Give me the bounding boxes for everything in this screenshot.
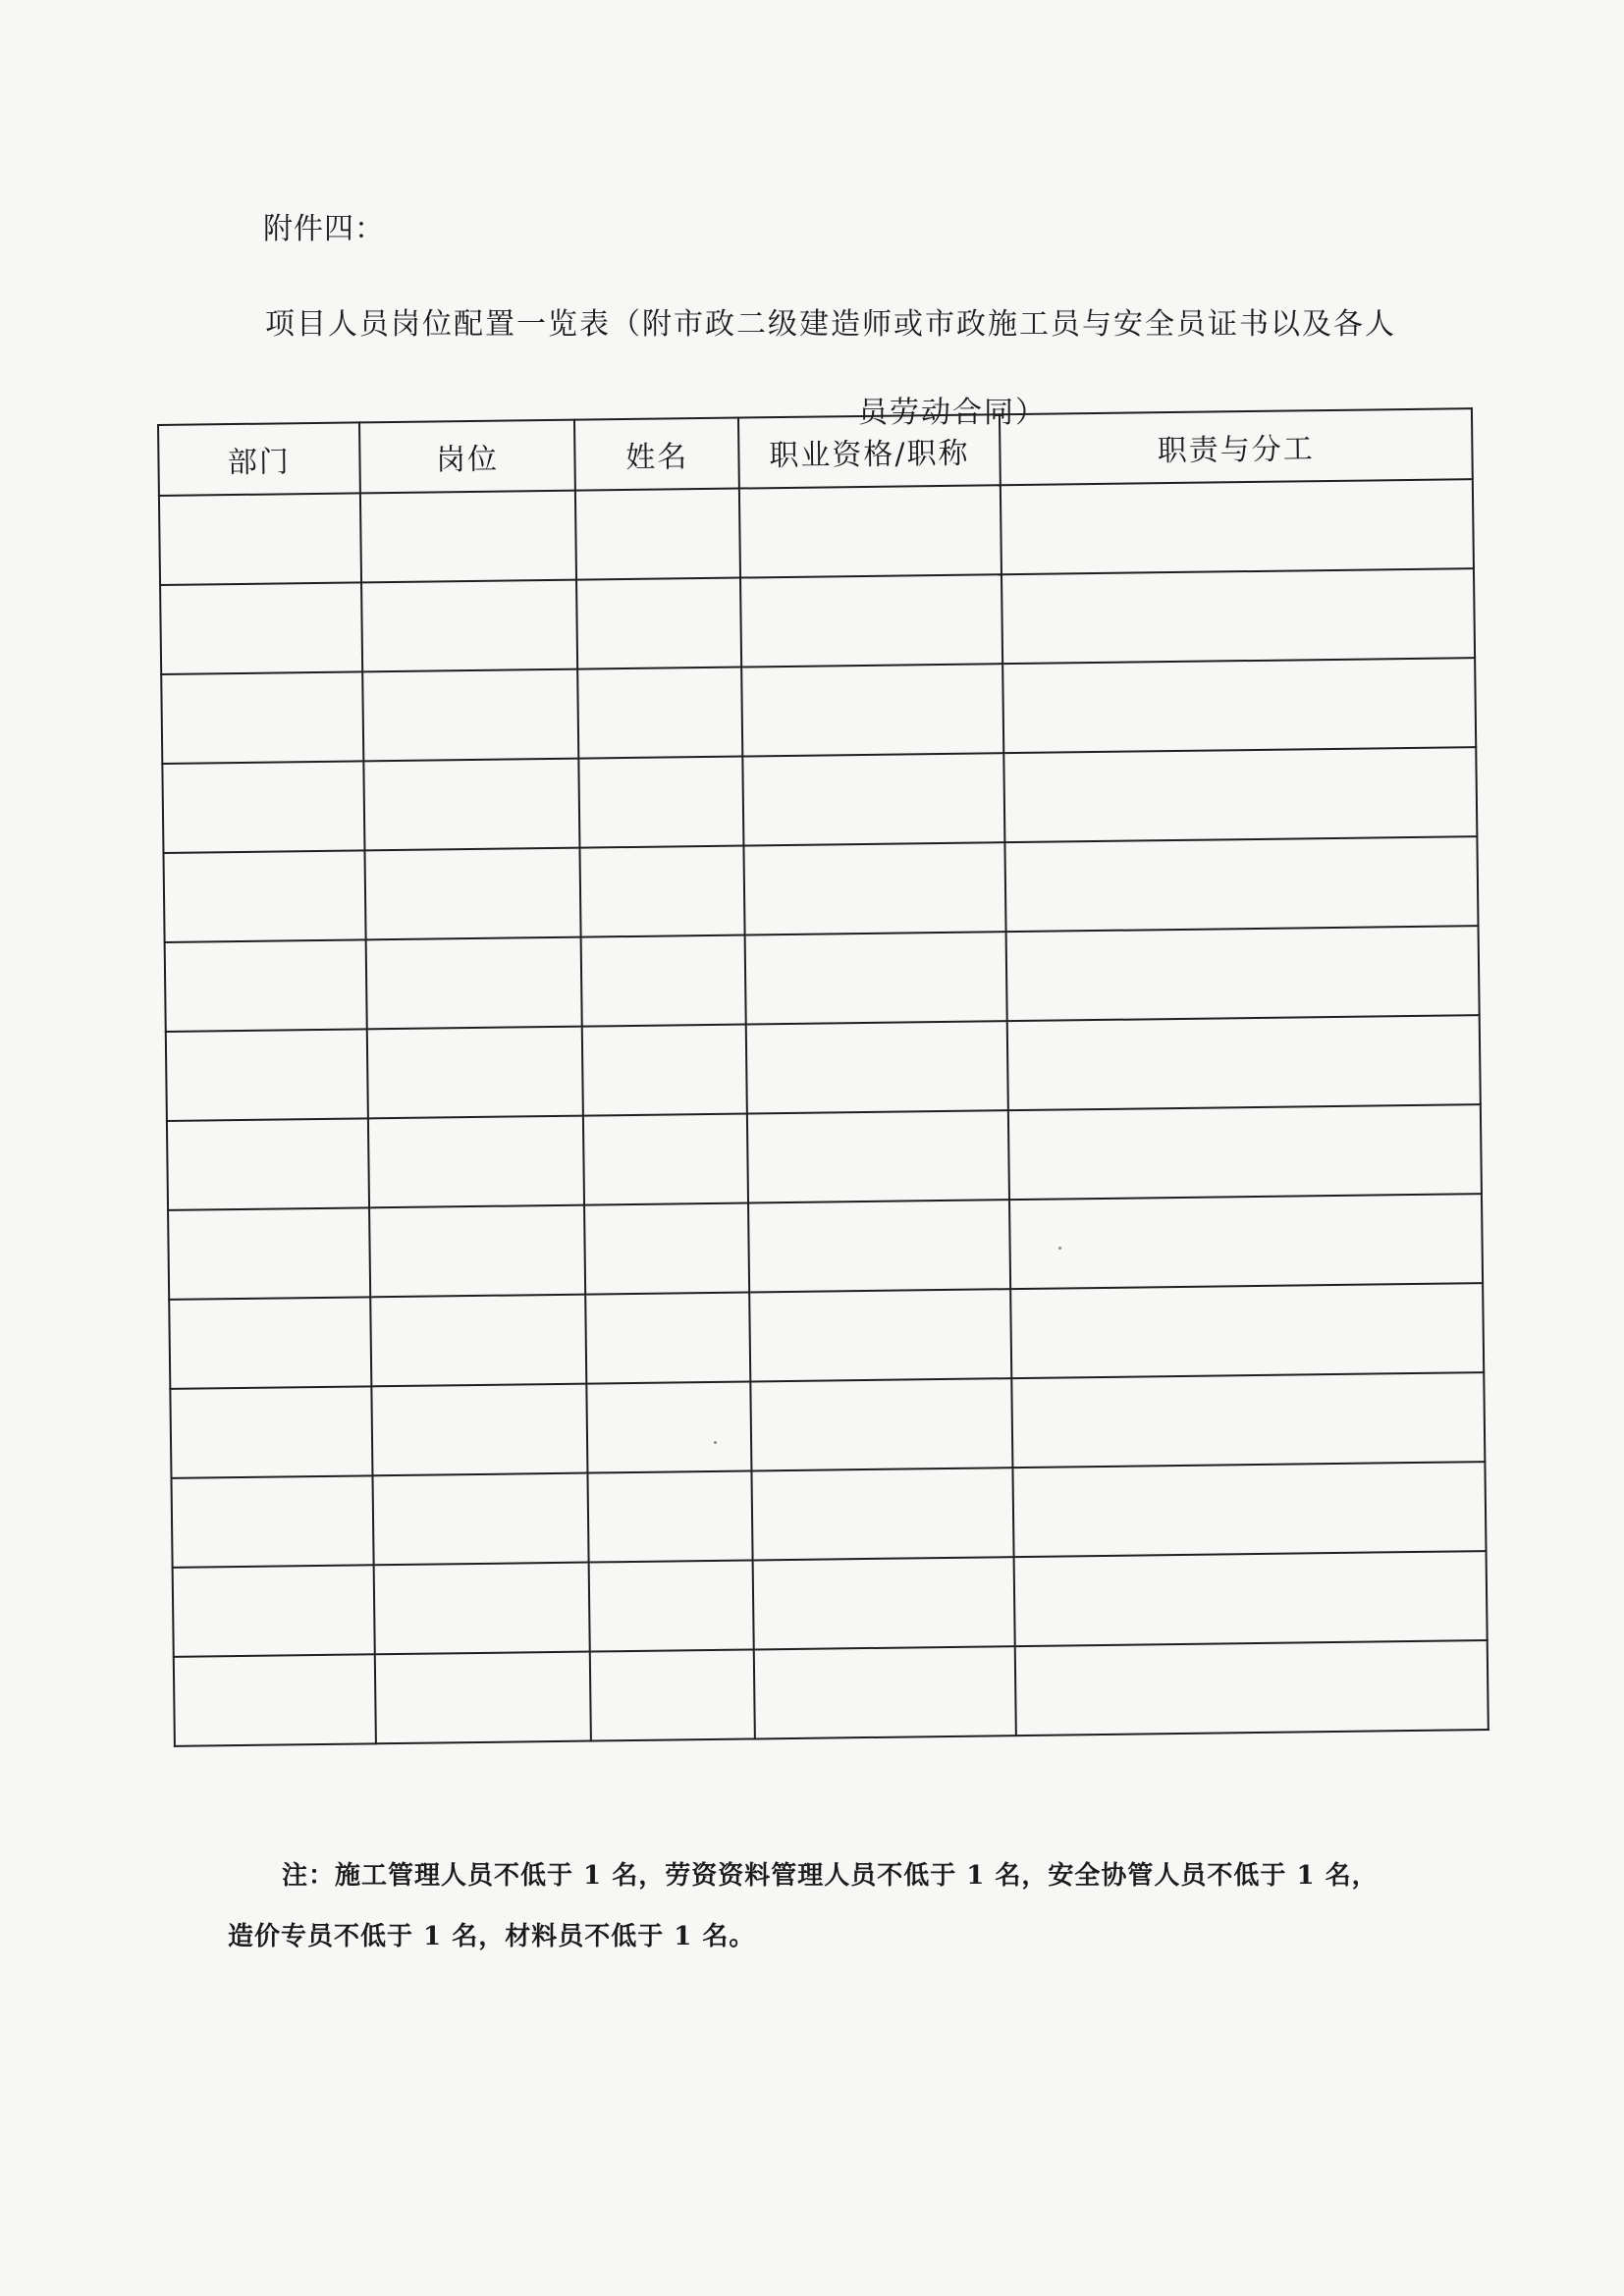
table-row: [166, 1015, 1481, 1121]
table-cell: [365, 937, 582, 1030]
table-cell: [588, 1470, 753, 1562]
table-cell: [1003, 747, 1477, 842]
table-row: [169, 1283, 1484, 1389]
scan-speck: [714, 1441, 717, 1444]
table-cell: [362, 669, 579, 762]
footnote: [228, 1845, 1465, 1967]
footnote-line-1: 注：施工管理人员不低于 1 名，劳资资料管理人员不低于 1 名，安全协管人员不低于 1 名，: [282, 1861, 1379, 1891]
table-cell: [161, 671, 363, 764]
table-cell: [590, 1649, 755, 1740]
table-cell: [746, 1021, 1008, 1113]
table-cell: [742, 753, 1004, 845]
table-cell: [744, 842, 1006, 934]
table-cell: [739, 485, 1001, 577]
table-cell: [1001, 568, 1475, 664]
table-cell: [169, 1297, 371, 1389]
table-row: [171, 1462, 1486, 1568]
table-cell: [366, 1027, 583, 1119]
table-cell: [371, 1384, 588, 1476]
table-cell: [740, 574, 1002, 667]
table-row: [161, 658, 1476, 764]
table-cell: [373, 1563, 590, 1655]
table-cell: [586, 1292, 751, 1383]
table-cell: [1004, 836, 1478, 932]
table-cell: [582, 1025, 747, 1116]
table-cell: [1009, 1194, 1483, 1289]
table-cell: [1008, 1104, 1482, 1200]
table-row: [170, 1372, 1485, 1478]
column-header-department: 部门: [158, 422, 360, 496]
table-row: [160, 568, 1475, 674]
table-cell: [159, 493, 361, 585]
table-cell: [754, 1646, 1016, 1738]
table-cell: [1006, 1015, 1480, 1110]
table-cell: [170, 1386, 372, 1478]
table-cell: [576, 578, 741, 669]
table-cell: [163, 850, 365, 942]
table-row: [163, 836, 1478, 942]
column-header-qualification: 职业资格/职称: [738, 414, 1000, 488]
column-header-name: 姓名: [574, 418, 739, 491]
staff-table: [157, 407, 1489, 1747]
table-cell: [165, 939, 367, 1032]
table-cell: [587, 1381, 752, 1472]
footnote-line-2: 造价专员不低于 1 名，材料员不低于 1 名。: [228, 1922, 756, 1951]
table-cell: [581, 935, 746, 1027]
table-cell: [747, 1110, 1009, 1202]
table-row: [167, 1104, 1482, 1210]
table-row: [174, 1640, 1489, 1746]
table-cell: [1014, 1640, 1488, 1735]
table-cell: [752, 1468, 1014, 1560]
table-cell: [168, 1207, 370, 1300]
table-cell: [364, 848, 581, 940]
table-cell: [584, 1202, 749, 1294]
table-row: [165, 926, 1480, 1032]
table-row: [159, 479, 1474, 585]
table-cell: [748, 1200, 1010, 1292]
table-cell: [1013, 1551, 1487, 1646]
table-cell: [580, 846, 745, 937]
table-cell: [166, 1029, 368, 1121]
table-cell: [1012, 1462, 1486, 1557]
table-cell: [749, 1289, 1011, 1381]
table-row: [168, 1194, 1483, 1300]
scan-speck: [1058, 1247, 1061, 1250]
title-line-2: 员劳动合同）: [858, 396, 1047, 430]
table-cell: [1010, 1283, 1484, 1378]
table-cell: [372, 1473, 589, 1566]
table-cell: [363, 759, 580, 851]
table-cell: [583, 1114, 748, 1205]
table-row: [162, 747, 1477, 853]
table-cell: [575, 489, 740, 580]
table-cell: [750, 1378, 1012, 1470]
table-cell: [753, 1557, 1015, 1649]
table-cell: [361, 580, 578, 672]
table-body: [159, 479, 1489, 1746]
table-cell: [160, 582, 362, 674]
table-cell: [370, 1295, 587, 1387]
table-cell: [745, 932, 1007, 1024]
table-row: [173, 1551, 1488, 1657]
table-cell: [374, 1652, 591, 1744]
table-cell: [1001, 479, 1474, 574]
table-cell: [578, 667, 743, 759]
table-cell: [360, 491, 577, 583]
table-cell: [1005, 926, 1479, 1021]
table-cell: [579, 757, 744, 848]
table-cell: [174, 1654, 376, 1746]
table-cell: [167, 1118, 369, 1210]
column-header-duties: 职责与分工: [1000, 408, 1473, 485]
table-cell: [173, 1565, 375, 1657]
attachment-label: 附件四：: [263, 212, 385, 246]
column-header-position: 岗位: [359, 420, 576, 494]
table-cell: [171, 1475, 373, 1568]
table-cell: [741, 664, 1003, 756]
table-cell: [162, 761, 364, 853]
table-cell: [1011, 1372, 1485, 1468]
table-cell: [1002, 658, 1476, 753]
table-cell: [369, 1205, 586, 1298]
title-line-1: 项目人员岗位配置一览表（附市政二级建造师或市政施工员与安全员证书以及各人: [265, 307, 1396, 342]
table-cell: [368, 1116, 585, 1208]
table-cell: [589, 1560, 754, 1651]
